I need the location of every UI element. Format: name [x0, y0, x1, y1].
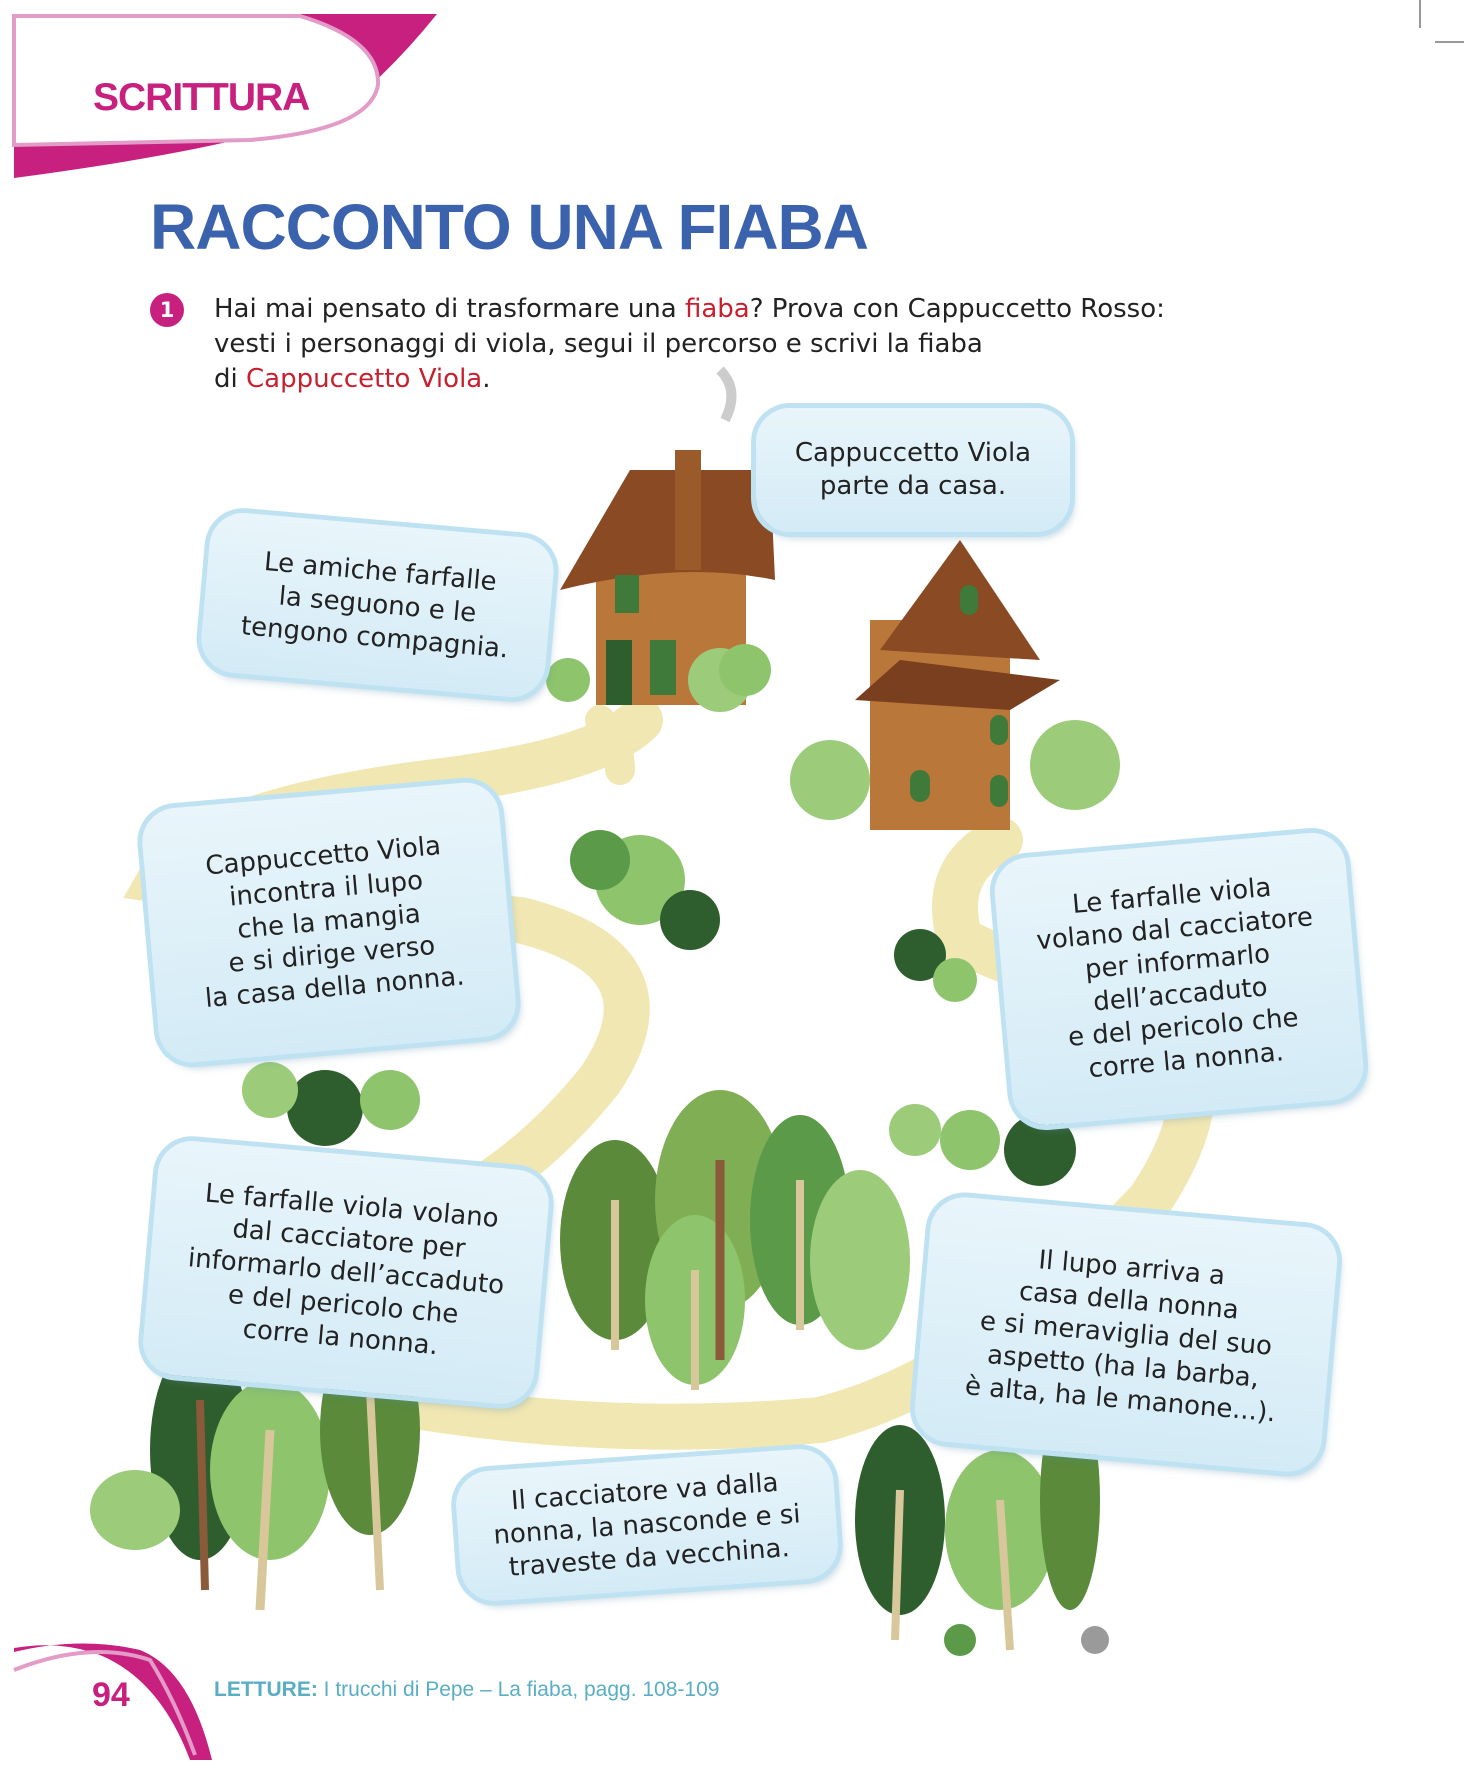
page-number: 94	[92, 1676, 130, 1714]
keyword-fiaba: fiaba	[684, 294, 750, 324]
story-bubble-1: Cappuccetto Viola parte da casa.	[756, 408, 1070, 532]
page-title: RACCONTO UNA FIABA	[150, 191, 868, 263]
house-1	[546, 370, 775, 712]
story-bubble-4: Le farfalle viola volano dal cacciatore per informarlo dell’accaduto e del pericolo che corre la nonna.	[992, 830, 1366, 1128]
instr-text: di	[214, 364, 246, 394]
forest-center	[560, 1090, 910, 1390]
story-bubble-2: Le amiche farfalle la seguono e le tengono compagnia.	[199, 510, 557, 699]
exercise-number: 1	[150, 293, 184, 327]
story-bubble-3: Cappuccetto Viola incontra il lupo che la mangia e si dirige verso la casa della nonna.	[140, 780, 519, 1065]
instr-text: vesti i personaggi di viola, segui il percorso e scrivi la fiaba	[214, 329, 983, 359]
reference-text: I trucchi di Pepe – La fiaba, pagg. 108-109	[317, 1678, 720, 1701]
instr-text: ? Prova con Cappuccetto Rosso:	[749, 294, 1165, 324]
exercise-instructions	[214, 292, 1214, 397]
instr-text: .	[482, 364, 491, 394]
keyword-cappuccetto-viola: Cappuccetto Viola	[246, 364, 483, 394]
reference-label: LETTURE:	[214, 1678, 318, 1701]
story-bubble-7: Il cacciatore va dalla nonna, la nasconde e si traveste da vecchina.	[454, 1447, 840, 1603]
story-bubble-6: Il lupo arriva a casa della nonna e si meraviglia del suo aspetto (ha la barba, è alta, ha le manone...).	[912, 1195, 1340, 1475]
story-bubble-5: Le farfalle viola volano dal cacciatore per informarlo dell’accaduto e del pericolo che corre la nonna.	[141, 1138, 552, 1406]
instr-text: Hai mai pensato di trasformare una	[214, 294, 685, 324]
reading-reference	[214, 1678, 719, 1702]
house-2	[790, 540, 1120, 830]
section-label: SCRITTURA	[93, 76, 310, 119]
